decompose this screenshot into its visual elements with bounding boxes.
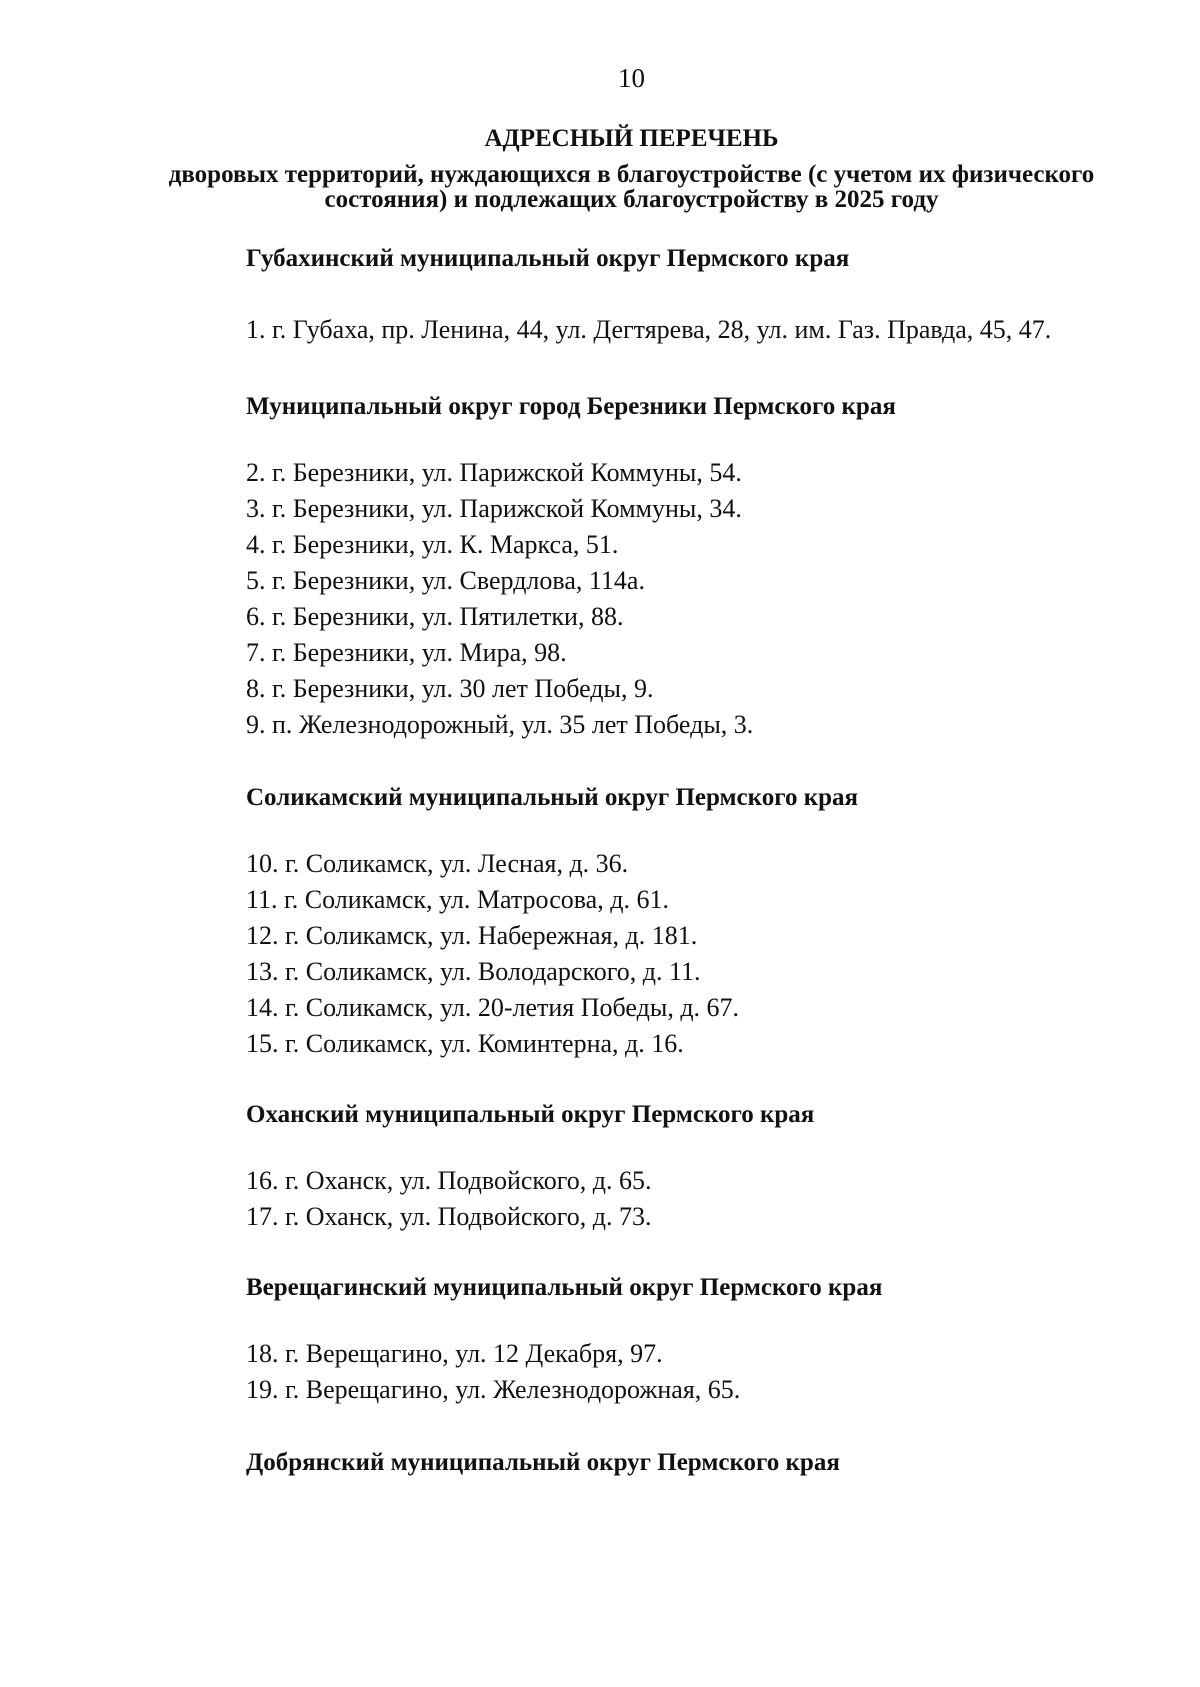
list-item: 18. г. Верещагино, ул. 12 Декабря, 97. <box>246 1339 663 1368</box>
section-heading: Муниципальный округ город Березники Пермского края <box>246 393 896 420</box>
section-vereshchagino <box>170 1273 1090 1408</box>
section-heading: Верещагинский муниципальный округ Пермского края <box>246 1274 883 1301</box>
list-item: 4. г. Березники, ул. К. Маркса, 51. <box>246 530 619 559</box>
section-heading: Соликамский муниципальный округ Пермского края <box>246 784 859 811</box>
page-number: 10 <box>618 63 645 93</box>
list-item: 17. г. Оханск, ул. Подвойского, д. 73. <box>246 1202 652 1231</box>
list-item: 7. г. Березники, ул. Мира, 98. <box>246 638 567 667</box>
list-item: 2. г. Березники, ул. Парижской Коммуны, 54. <box>246 458 742 487</box>
list-item: 19. г. Верещагино, ул. Железнодорожная, 65. <box>246 1375 741 1404</box>
address-list <box>170 244 1090 1514</box>
document-subtitle: дворовых территорий, нуждающихся в благоустройстве (с учетом их физического состояния) и подлежащих благоустройству в 2025 году <box>168 161 1095 213</box>
section-dobryanka <box>170 1448 1090 1478</box>
list-item: 3. г. Березники, ул. Парижской Коммуны, 34. <box>246 494 742 523</box>
list-item: 13. г. Соликамск, ул. Володарского, д. 11. <box>246 957 701 986</box>
section-heading: Оханский муниципальный округ Пермского края <box>246 1101 815 1128</box>
list-item: 6. г. Березники, ул. Пятилетки, 88. <box>246 602 624 631</box>
list-item: 11. г. Соликамск, ул. Матросова, д. 61. <box>246 885 669 914</box>
section-okhansk <box>170 1100 1090 1235</box>
list-item: 15. г. Соликамск, ул. Коминтерна, д. 16. <box>246 1029 684 1058</box>
list-item: 12. г. Соликамск, ул. Набережная, д. 181. <box>246 921 698 950</box>
list-item: 16. г. Оханск, ул. Подвойского, д. 65. <box>246 1166 652 1195</box>
section-heading: Добрянский муниципальный округ Пермского края <box>246 1449 840 1476</box>
section-berezniki <box>170 392 1090 743</box>
list-item: 9. п. Железнодорожный, ул. 35 лет Победы, 3. <box>246 710 754 739</box>
list-item: 1. г. Губаха, пр. Ленина, 44, ул. Дегтярева, 28, ул. им. Газ. Правда, 45, 47. <box>246 315 1052 344</box>
list-item: 14. г. Соликамск, ул. 20-летия Победы, д. 67. <box>246 993 740 1022</box>
section-gubakha <box>170 244 1090 350</box>
document-title: АДРЕСНЫЙ ПЕРЕЧЕНЬ <box>484 125 779 152</box>
list-item: 5. г. Березники, ул. Свердлова, 114а. <box>246 566 645 595</box>
section-solikamsk <box>170 783 1090 1062</box>
list-item: 8. г. Березники, ул. 30 лет Победы, 9. <box>246 674 654 703</box>
list-item: 10. г. Соликамск, ул. Лесная, д. 36. <box>246 849 629 878</box>
section-heading: Губахинский муниципальный округ Пермского края <box>246 245 850 272</box>
